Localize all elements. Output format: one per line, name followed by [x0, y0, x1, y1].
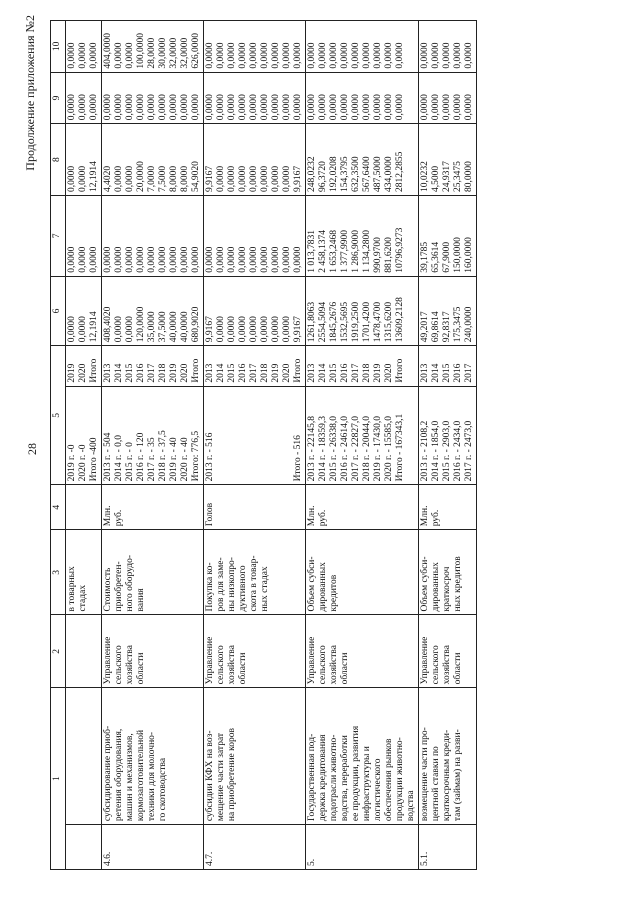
col-header-2: 2 — [51, 615, 66, 688]
row-name: субсидирование приоб- ретения оборудования, машин и механизмов, кормозаготовительной техники для молочно- го скотоводства — [102, 688, 204, 825]
row-col8: 4,4020 0,0000 0,0000 20,0000 7,0000 7,5000 8,0000 8,0000 54,9020 — [102, 124, 204, 196]
col-header-5: 5 — [51, 346, 66, 485]
table-row — [204, 21, 306, 870]
row-years: 2013 2014 2015 2016 2017 2018 2019 2020 Итого — [204, 346, 306, 386]
row-executor: Управление сельского хозяйства области — [306, 615, 419, 688]
row-indicator: Стоимость приобретен- ного оборудо- вания — [102, 530, 204, 615]
table-row — [419, 21, 477, 870]
row-name — [66, 688, 102, 825]
row-col8: 10,0232 4,5000 24,9317 25,3475 80,0000 — [419, 124, 477, 196]
row-col6: 408,4020 0,0000 0,0000 120,0000 35,0000 37,5000 40,0000 40,0000 680,9020 — [102, 276, 204, 346]
program-table — [50, 20, 477, 870]
row-col7: 1 013,7831 2 458,1374 1 653,2468 1 377,9900 1 286,9000 1 134,2800 990,9700 881,6200 10796,9273 — [306, 196, 419, 277]
row-col7: 0,0000 0,0000 0,0000 0,0000 0,0000 0,0000 0,0000 0,0000 0,0000 — [204, 196, 306, 277]
row-col10: 0,0000 0,0000 0,0000 0,0000 0,0000 0,0000 0,0000 0,0000 0,0000 — [204, 21, 306, 73]
row-name: субсидии КФХ на воз- мещение части затрат на приобретение коров — [204, 688, 306, 825]
row-num: 5. — [306, 825, 419, 870]
row-indicator: Объем субси- дированных краткосроч ных кредитов — [419, 530, 477, 615]
row-unit: Млн. руб. — [419, 485, 477, 530]
appendix-label: Продолжение приложения №2 — [23, 15, 37, 171]
row-num: 4.6. — [102, 825, 204, 870]
row-unit: Млн. руб. — [102, 485, 204, 530]
row-col10: 0,0000 0,0000 0,0000 0,0000 0,0000 — [419, 21, 477, 73]
row-col9: 0,0000 0,0000 0,0000 — [66, 72, 102, 124]
row-indicator: Покупка ко- ров для заме- ны низкопро- дуктивного скота в товар- ных стадах — [204, 530, 306, 615]
row-years: 2013 2014 2015 2016 2017 — [419, 346, 477, 386]
rotated-sheet — [20, 5, 630, 885]
row-col10: 0,0000 0,0000 0,0000 0,0000 0,0000 0,0000 0,0000 0,0000 0,0000 — [306, 21, 419, 73]
row-col7: 39,1785 65,3614 67,9000 150,0000 160,0000 — [419, 196, 477, 277]
row-col6: 49,2017 69,8614 92,8317 175,3475 240,0000 — [419, 276, 477, 346]
row-col7: 0,0000 0,0000 0,0000 0,0000 0,0000 0,0000 0,0000 0,0000 0,0000 — [102, 196, 204, 277]
row-indicator: Объем субси- дированных кредитов — [306, 530, 419, 615]
row-col6: 1261,8063 2554,5094 1845,2676 1532,5695 1919,2500 1701,4200 1478,4700 1315,6200 13609,2128 — [306, 276, 419, 346]
row-col9: 0,0000 0,0000 0,0000 0,0000 0,0000 0,0000 0,0000 0,0000 0,0000 — [102, 72, 204, 124]
table-row — [102, 21, 204, 870]
row-executor: Управление сельского хозяйства области — [204, 615, 306, 688]
row-name: Государственная под- держка кредитования подотрасли животно- водства, переработки ее продукции, развития инфраструктуры и логистического обеспечения рынков продукции животно- водства — [306, 688, 419, 825]
col-header-8: 8 — [51, 124, 66, 196]
row-col10: 404,0000 0,0000 0,0000 100,0000 28,0000 30,0000 32,0000 32,0000 626,0000 — [102, 21, 204, 73]
col-header-10: 10 — [51, 21, 66, 73]
row-values-text: 2013 г. - 504 2014 г. - 0,0 2015 г. - 0 2016 г. - 120 2017 г. - 35 2018 г. - 37,5 2019 г. - 40 2020 г. - 40 Итого: 776,5 — [102, 386, 204, 485]
row-col6: 9,9167 0,0000 0,0000 0,0000 0,0000 0,0000 0,0000 0,0000 9,9167 — [204, 276, 306, 346]
row-col9: 0,0000 0,0000 0,0000 0,0000 0,0000 — [419, 72, 477, 124]
row-col8: 248,0232 96,3720 192,0208 154,3795 632,3500 567,6400 487,5000 434,0000 2812,2855 — [306, 124, 419, 196]
header-row — [51, 21, 66, 870]
row-unit: Голов — [204, 485, 306, 530]
row-unit: Млн. руб. — [306, 485, 419, 530]
row-num: 4.7. — [204, 825, 306, 870]
row-executor: Управление сельского хозяйства области — [419, 615, 477, 688]
col-header-3: 3 — [51, 530, 66, 615]
col-header-4: 4 — [51, 485, 66, 530]
page-number: 28 — [25, 443, 39, 455]
table-row — [66, 21, 102, 870]
row-col10: 0,0000 0,0000 0,0000 — [66, 21, 102, 73]
row-indicator: в товарных стадах — [66, 530, 102, 615]
row-col6: 0,0000 0,0000 12,1914 — [66, 276, 102, 346]
row-col8: 0,0000 0,0000 12,1914 — [66, 124, 102, 196]
table-row — [306, 21, 419, 870]
row-col8: 9,9167 0,0000 0,0000 0,0000 0,0000 0,0000 0,0000 0,0000 9,9167 — [204, 124, 306, 196]
col-header-6: 6 — [51, 276, 66, 346]
row-values-text: 2013 г. - 2108,2 2014 г. - 1854,0 2015 г. - 2903,0 2016 г. - 2434,0 2017 г. - 2473,0 — [419, 386, 477, 485]
row-years: 2013 2014 2015 2016 2017 2018 2019 2020 Итого — [102, 346, 204, 386]
row-num: 5.1. — [419, 825, 477, 870]
row-name: возмещение части про- центной ставки по краткосрочным креди- там (займам) на разви- — [419, 688, 477, 825]
row-col7: 0,0000 0,0000 0,0000 — [66, 196, 102, 277]
row-years: 2013 2014 2015 2016 2017 2018 2019 2020 Итого — [306, 346, 419, 386]
col-header-1: 1 — [51, 688, 66, 870]
col-header-7: 7 — [51, 196, 66, 277]
row-years: 2019 2020 Итого — [66, 346, 102, 386]
row-values-text: 2013 г. - 22145,8 2014 г. - 18359,3 2015 г. - 26338,0 2016 г. - 24614,0 2017 г. - 22827,0 2018 г. - 20044,0 2019 г. - 17430,0 2020 г. - 15585,0 Итого - 167343,1 — [306, 386, 419, 485]
row-executor: Управление сельского хозяйства области — [102, 615, 204, 688]
row-values-text: 2013 г. - 516 Итого - 516 — [204, 386, 306, 485]
row-executor — [66, 615, 102, 688]
row-unit — [66, 485, 102, 530]
row-num — [66, 825, 102, 870]
row-col9: 0,0000 0,0000 0,0000 0,0000 0,0000 0,0000 0,0000 0,0000 0,0000 — [306, 72, 419, 124]
row-col9: 0,0000 0,0000 0,0000 0,0000 0,0000 0,0000 0,0000 0,0000 0,0000 — [204, 72, 306, 124]
row-values-text: 2019 г. -0 2020 г. -0 Итого -400 — [66, 386, 102, 485]
col-header-9: 9 — [51, 72, 66, 124]
